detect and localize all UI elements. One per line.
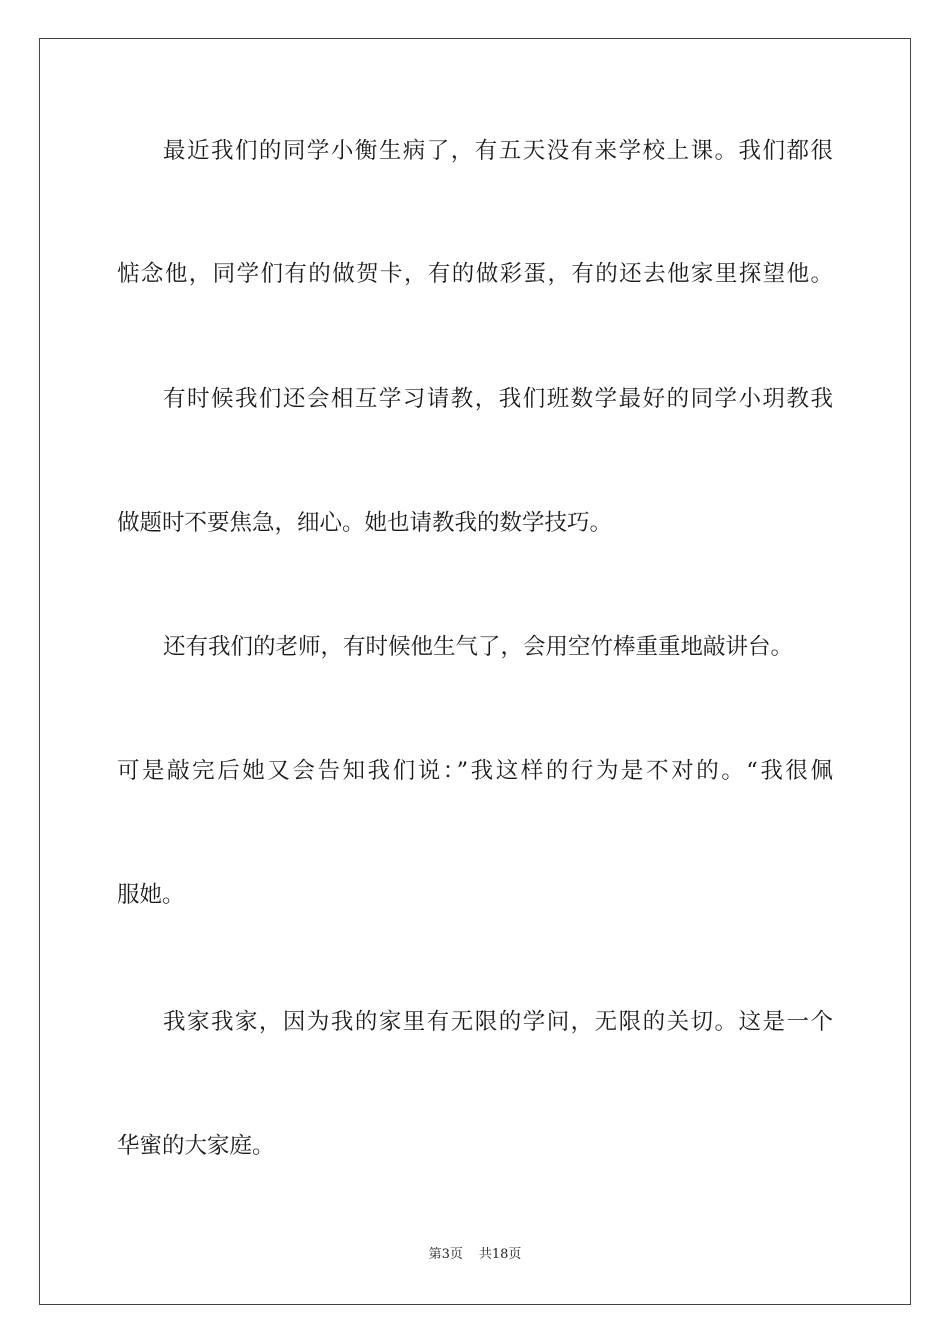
paragraph-2-line-2: 做题时不要焦急，细心。她也请教我的数学技巧。: [117, 510, 613, 536]
paragraph-1-line-1: 最近我们的同学小衡生病了，有五天没有来学校上课。我们都很: [163, 138, 833, 164]
page-frame: [39, 38, 911, 1305]
paragraph-3-line-2: 可是敲完后她又会告知我们说：”我这样的行为是不对的。“我很佩: [117, 758, 833, 784]
page-number: 第3页: [428, 1247, 463, 1262]
page-footer: [0, 1246, 950, 1264]
paragraph-1-line-2: 惦念他，同学们有的做贺卡，有的做彩蛋，有的还去他家里探望他。: [117, 261, 833, 287]
paragraph-3-line-3: 服她。: [117, 882, 185, 908]
paragraph-4-line-1: 我家我家，因为我的家里有无限的学问，无限的关切。这是一个: [163, 1009, 833, 1035]
paragraph-3-line-1: 还有我们的老师，有时候他生气了，会用空竹棒重重地敲讲台。: [163, 634, 794, 660]
page-total: 共18页: [478, 1247, 522, 1262]
paragraph-2-line-1: 有时候我们还会相互学习请教，我们班数学最好的同学小玥教我: [163, 386, 833, 412]
paragraph-4-line-2: 华蜜的大家庭。: [117, 1133, 275, 1159]
